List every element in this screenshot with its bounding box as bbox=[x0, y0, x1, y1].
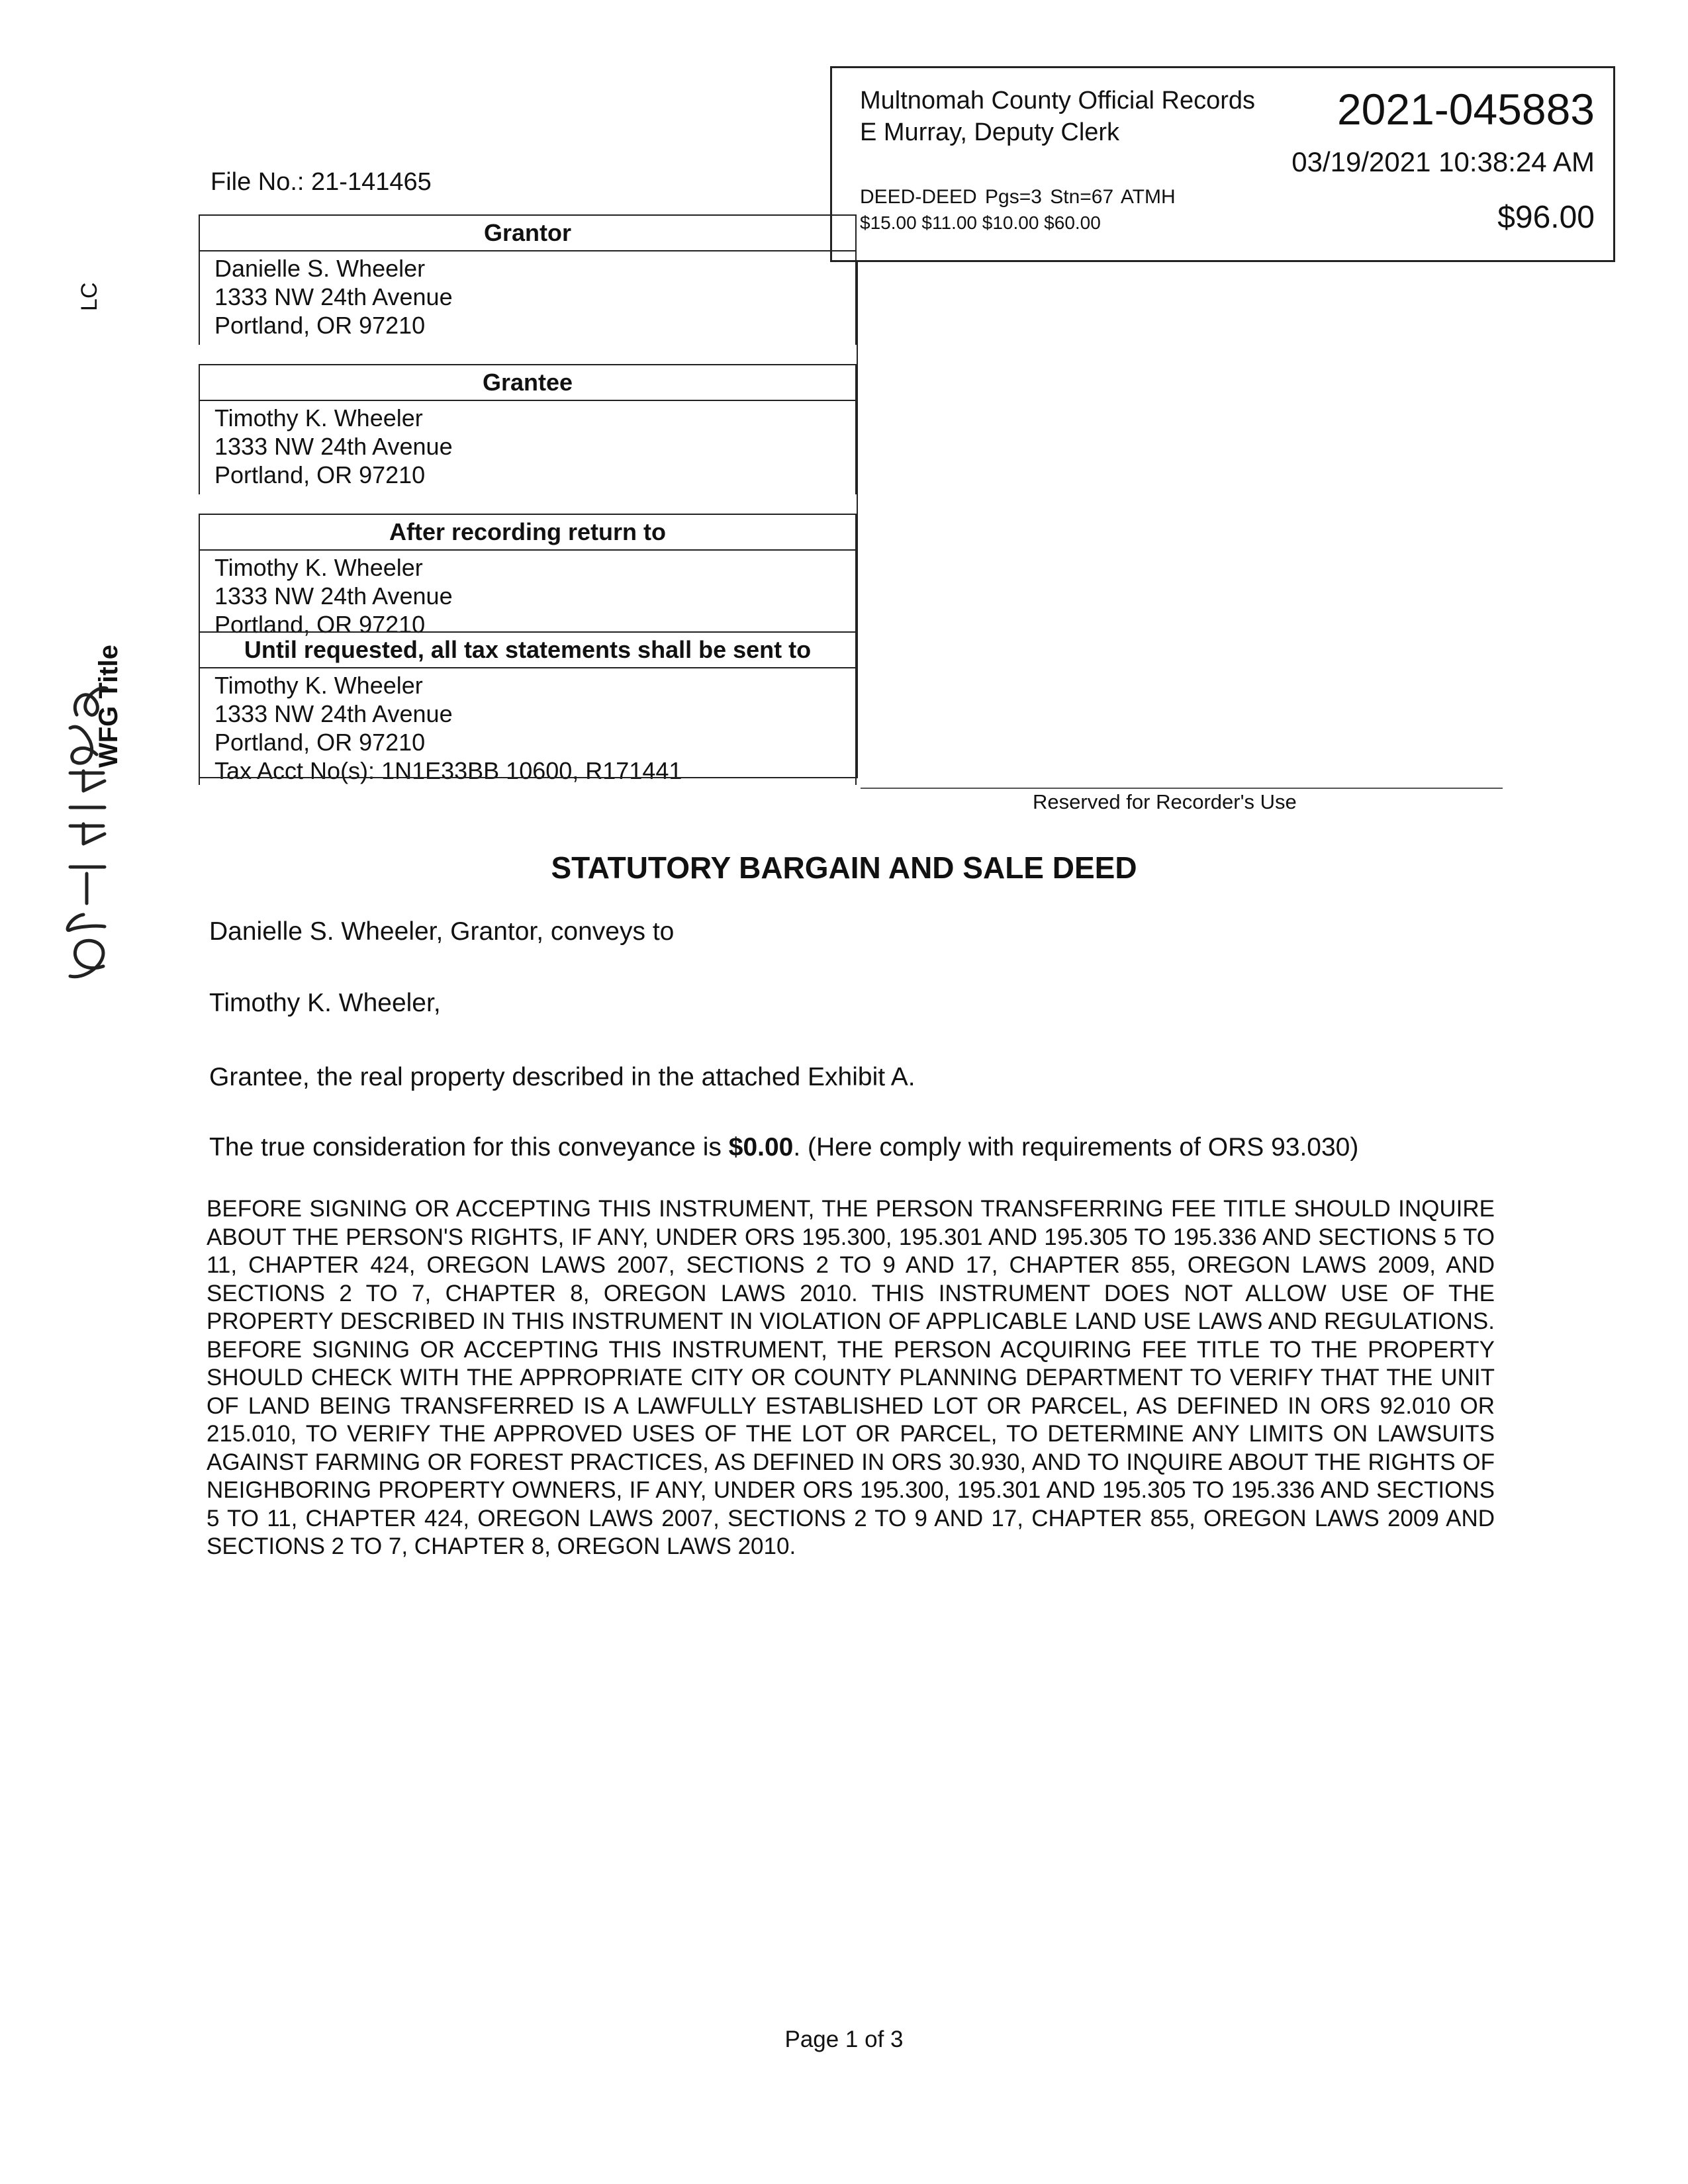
consideration-suffix: . (Here comply with requirements of ORS 93.030) bbox=[793, 1133, 1359, 1161]
recorder-reserved-label: Reserved for Recorder's Use bbox=[1033, 790, 1297, 813]
return-to-city: Portland, OR 97210 bbox=[214, 611, 426, 638]
return-to-address bbox=[200, 551, 855, 639]
recording-stamp bbox=[830, 66, 1615, 262]
grantee-header: Grantee bbox=[200, 365, 855, 401]
deed-title: STATUTORY BARGAIN AND SALE DEED bbox=[551, 850, 1137, 885]
tax-account-numbers: Tax Acct No(s): 1N1E33BB 10600, R171441 bbox=[214, 757, 682, 784]
consideration-amount: $0.00 bbox=[728, 1133, 794, 1161]
file-number: File No.: 21-141465 bbox=[211, 168, 432, 196]
grantor-street: 1333 NW 24th Avenue bbox=[214, 283, 453, 310]
party-table-right-rule bbox=[857, 262, 858, 778]
statutory-notice: BEFORE SIGNING OR ACCEPTING THIS INSTRUMENT, THE PERSON TRANSFERRING FEE TITLE SHOULD INQUIRE ABOUT THE PERSON'S RIGHTS, IF ANY, UNDER ORS 195.300, 195.301 AND 195.305 TO 195.336 AND SECTIONS 5 TO 11, CHAPTER 424, OREGON LAWS 2007, SECTIONS 2 TO 9 AND 17, CHAPTER 855, OREGON LAWS 2009, AND SECTIONS 2 TO 7, CHAPTER 8, OREGON LAWS 2010. THIS INSTRUMENT DOES NOT ALLOW USE OF THE PROPERTY DESCRIBED IN THIS INSTRUMENT IN VIOLATION OF APPLICABLE LAND USE LAWS AND REGULATIONS. BEFORE SIGNING OR ACCEPTING THIS INSTRUMENT, THE PERSON ACQUIRING FEE TITLE TO THE PROPERTY SHOULD CHECK WITH THE APPROPRIATE CITY OR COUNTY PLANNING DEPARTMENT TO VERIFY THAT THE UNIT OF LAND BEING TRANSFERRED IS A LAWFULLY ESTABLISHED LOT OR PARCEL, AS DEFINED IN ORS 92.010 OR 215.010, TO VERIFY THE APPROVED USES OF THE LOT OR PARCEL, TO DETERMINE ANY LIMITS ON LAWSUITS AGAINST FARMING OR FOREST PRACTICES, AS DEFINED IN ORS 30.930, AND TO INQUIRE ABOUT THE RIGHTS OF NEIGHBORING PROPERTY OWNERS, IF ANY, UNDER ORS 195.300, 195.301 AND 195.305 TO 195.336 AND SECTIONS 5 TO 11, CHAPTER 424, OREGON LAWS 2007, SECTIONS 2 TO 9 AND 17, CHAPTER 855, OREGON LAWS 2009 AND SECTIONS 2 TO 7, CHAPTER 8, OREGON LAWS 2010. bbox=[207, 1196, 1495, 1559]
tax-name: Timothy K. Wheeler bbox=[214, 672, 423, 699]
tax-statements-block bbox=[199, 631, 857, 785]
party-table-bottom-rule bbox=[199, 777, 857, 778]
margin-initials: LC bbox=[77, 282, 102, 311]
doc-type-line: DEED-DEED Pgs=3 Stn=67 ATMH bbox=[860, 186, 1176, 208]
tax-street: 1333 NW 24th Avenue bbox=[214, 700, 453, 727]
tax-statements-header: Until requested, all tax statements shall be sent to bbox=[200, 633, 855, 668]
deputy-clerk: E Murray, Deputy Clerk bbox=[860, 118, 1120, 146]
title-company-label: WFG Title bbox=[94, 645, 123, 768]
return-to-street: 1333 NW 24th Avenue bbox=[214, 582, 453, 610]
grantor-city: Portland, OR 97210 bbox=[214, 312, 426, 339]
handwritten-file-number bbox=[57, 675, 130, 986]
tax-city: Portland, OR 97210 bbox=[214, 729, 426, 756]
recorded-datetime: 03/19/2021 10:38:24 AM bbox=[1291, 146, 1595, 177]
recorder-reserved-rule bbox=[861, 788, 1503, 789]
consideration-statement bbox=[209, 1133, 1358, 1162]
conveyance-statement: Danielle S. Wheeler, Grantor, conveys to bbox=[209, 917, 675, 946]
consideration-prefix: The true consideration for this conveyance is bbox=[209, 1133, 729, 1161]
grantee-line: Timothy K. Wheeler, bbox=[209, 989, 441, 1017]
page-number: Page 1 of 3 bbox=[784, 2026, 904, 2052]
grantor-header: Grantor bbox=[200, 216, 855, 251]
grantor-address bbox=[200, 251, 855, 345]
document-number: 2021-045883 bbox=[1336, 85, 1595, 134]
return-to-block bbox=[199, 514, 857, 639]
grantee-street: 1333 NW 24th Avenue bbox=[214, 433, 453, 460]
tax-statements-address bbox=[200, 668, 855, 785]
recording-office: Multnomah County Official Records bbox=[860, 87, 1255, 114]
return-to-name: Timothy K. Wheeler bbox=[214, 554, 423, 581]
grantee-city: Portland, OR 97210 bbox=[214, 461, 426, 488]
property-statement: Grantee, the real property described in the attached Exhibit A. bbox=[209, 1063, 915, 1091]
grantee-address bbox=[200, 401, 855, 494]
fees-line: $15.00 $11.00 $10.00 $60.00 bbox=[860, 212, 1101, 233]
grantor-block bbox=[199, 214, 857, 345]
grantor-name: Danielle S. Wheeler bbox=[214, 255, 426, 282]
grantee-name: Timothy K. Wheeler bbox=[214, 404, 423, 432]
return-to-header: After recording return to bbox=[200, 515, 855, 551]
grantee-block bbox=[199, 364, 857, 494]
fee-total: $96.00 bbox=[1497, 200, 1595, 235]
